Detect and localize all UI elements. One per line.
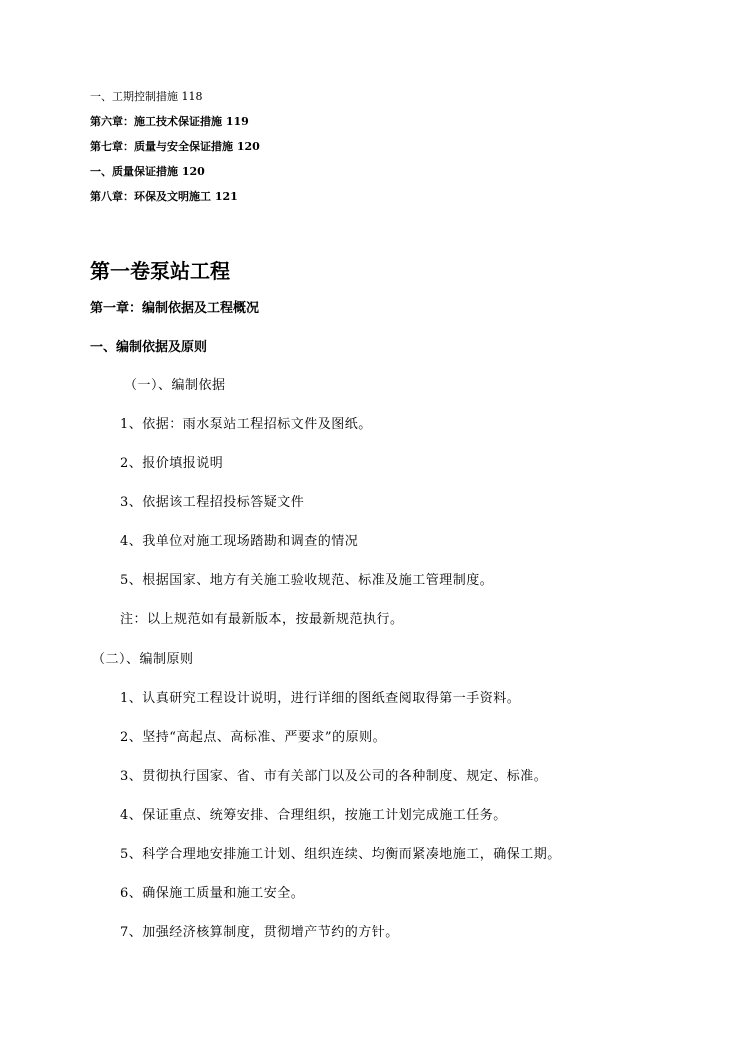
list-item: 3、依据该工程招投标答疑文件: [120, 495, 305, 510]
list-item: 7、加强经济核算制度，贯彻增产节约的方针。: [120, 925, 399, 940]
list-item: 3、贯彻执行国家、省、市有关部门以及公司的各种制度、规定、标准。: [120, 769, 548, 784]
toc-entry: 第六章：施工技术保证措施 119: [90, 115, 249, 128]
volume-title: 第一卷泵站工程: [90, 259, 230, 283]
list-item: 4、我单位对施工现场踏勘和调查的情况: [120, 534, 359, 549]
list-item: 2、坚持“高起点、高标准、严要求”的原则。: [120, 730, 387, 745]
subsection-heading: （二）、编制原则: [92, 652, 194, 667]
toc-entry: 第八章：环保及文明施工 121: [90, 190, 238, 203]
toc-entry: 第七章：质量与安全保证措施 120: [90, 140, 260, 153]
chapter-title: 第一章：编制依据及工程概况: [90, 301, 260, 316]
subsection-heading: （一）、编制依据: [124, 378, 226, 393]
toc-entry: 一、质量保证措施 120: [90, 165, 205, 178]
toc-entry: 一、工期控制措施 118: [90, 90, 203, 103]
list-item: 1、认真研究工程设计说明，进行详细的图纸查阅取得第一手资料。: [120, 691, 521, 706]
section-title: 一、编制依据及原则: [90, 340, 208, 355]
list-item: 5、科学合理地安排施工计划、组织连续、均衡而紧凑地施工，确保工期。: [120, 847, 561, 862]
note: 注：以上规范如有最新版本，按最新规范执行。: [120, 612, 404, 627]
list-item: 4、保证重点、统筹安排、合理组织，按施工计划完成施工任务。: [120, 808, 507, 823]
list-item: 5、根据国家、地方有关施工验收规范、标准及施工管理制度。: [120, 573, 494, 588]
list-item: 6、确保施工质量和施工安全。: [120, 886, 305, 901]
list-item: 1、依据：雨水泵站工程招标文件及图纸。: [120, 417, 372, 432]
list-item: 2、报价填报说明: [120, 456, 224, 471]
